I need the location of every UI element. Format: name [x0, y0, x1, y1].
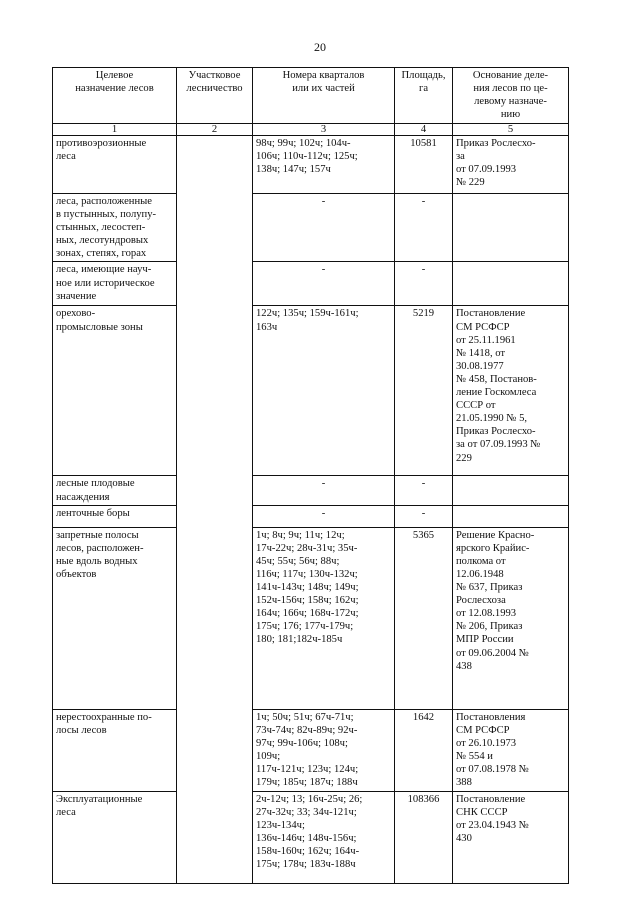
area-cell: 5219	[395, 306, 453, 476]
area-cell: -	[395, 262, 453, 306]
table-row	[53, 791, 569, 883]
area-cell: 10581	[395, 136, 453, 194]
table-row	[53, 527, 569, 709]
forest-purpose-table	[52, 67, 569, 884]
purpose-cell: леса, расположенные в пустынных, полупу- стынных, лесостеп- ных, лесотундровых зонах, степях, горах	[53, 194, 177, 262]
table-row	[53, 709, 569, 791]
area-cell: 1642	[395, 709, 453, 791]
forestry-cell	[177, 476, 253, 505]
column-number-row	[53, 124, 569, 136]
purpose-cell: орехово- промысловые зоны	[53, 306, 177, 476]
header-forestry: Участковое лесничество	[177, 68, 253, 124]
basis-cell: Постановления СМ РСФСР от 26.10.1973 № 554 и от 07.08.1978 № 388	[453, 709, 569, 791]
basis-cell	[453, 194, 569, 262]
forestry-cell	[177, 262, 253, 306]
forestry-cell	[177, 306, 253, 476]
area-cell: -	[395, 476, 453, 505]
forestry-cell	[177, 791, 253, 883]
basis-cell	[453, 476, 569, 505]
forestry-cell	[177, 505, 253, 527]
area-cell: 108366	[395, 791, 453, 883]
purpose-cell: запретные полосы лесов, расположен- ные вдоль водных объектов	[53, 527, 177, 709]
table-row	[53, 505, 569, 527]
basis-cell	[453, 505, 569, 527]
purpose-cell: ленточные боры	[53, 505, 177, 527]
basis-cell: Приказ Рослесхо- за от 07.09.1993 № 229	[453, 136, 569, 194]
col-number: 3	[253, 124, 395, 136]
basis-cell: Постановление СМ РСФСР от 25.11.1961 № 1418, от 30.08.1977 № 458, Постанов- ление Госкомлеса СССР от 21.05.1990 № 5, Приказ Рослесхо- за от 07.09.1993 № 229	[453, 306, 569, 476]
header-row	[53, 68, 569, 124]
quarters-cell: 1ч; 8ч; 9ч; 11ч; 12ч; 17ч-22ч; 28ч-31ч; 35ч- 45ч; 55ч; 56ч; 88ч; 116ч; 117ч; 130ч-132ч; 141ч-143ч; 148ч; 149ч; 152ч-156ч; 158ч; 162ч; 164ч; 166ч; 168ч-172ч; 175ч; 176; 177ч-179ч; 180; 181;182ч-185ч	[253, 527, 395, 709]
forestry-cell	[177, 194, 253, 262]
col-number: 1	[53, 124, 177, 136]
purpose-cell: противоэрозионные леса	[53, 136, 177, 194]
table-row	[53, 476, 569, 505]
quarters-cell: 122ч; 135ч; 159ч-161ч; 163ч	[253, 306, 395, 476]
basis-cell: Решение Красно- ярского Крайис- полкома от 12.06.1948 № 637, Приказ Рослесхоза от 12.08.1993 № 206, Приказ МПР России от 09.06.2004 № 438	[453, 527, 569, 709]
header-purpose: Целевое назначение лесов	[53, 68, 177, 124]
page-number: 20	[314, 40, 326, 54]
table-row	[53, 306, 569, 476]
forestry-cell	[177, 709, 253, 791]
area-cell: -	[395, 505, 453, 527]
col-number: 5	[453, 124, 569, 136]
col-number: 2	[177, 124, 253, 136]
purpose-cell: леса, имеющие науч- ное или историческое значение	[53, 262, 177, 306]
purpose-cell: нерестоохранные по- лосы лесов	[53, 709, 177, 791]
quarters-cell: -	[253, 194, 395, 262]
quarters-cell: -	[253, 262, 395, 306]
quarters-cell: 1ч; 50ч; 51ч; 67ч-71ч; 73ч-74ч; 82ч-89ч; 92ч- 97ч; 99ч-106ч; 108ч; 109ч; 117ч-121ч; 123ч; 124ч; 179ч; 185ч; 187ч; 188ч	[253, 709, 395, 791]
area-cell: -	[395, 194, 453, 262]
header-basis: Основание деле- ния лесов по це- левому назначе- нию	[453, 68, 569, 124]
table-row	[53, 194, 569, 262]
area-cell: 5365	[395, 527, 453, 709]
forestry-cell	[177, 527, 253, 709]
quarters-cell: -	[253, 476, 395, 505]
purpose-cell: лесные плодовые насаждения	[53, 476, 177, 505]
quarters-cell: 98ч; 99ч; 102ч; 104ч- 106ч; 110ч-112ч; 125ч; 138ч; 147ч; 157ч	[253, 136, 395, 194]
header-quarters: Номера кварталов или их частей	[253, 68, 395, 124]
header-area: Площадь, га	[395, 68, 453, 124]
basis-cell	[453, 262, 569, 306]
quarters-cell: -	[253, 505, 395, 527]
table-row	[53, 262, 569, 306]
forestry-cell	[177, 136, 253, 194]
purpose-cell: Эксплуатационные леса	[53, 791, 177, 883]
basis-cell: Постановление СНК СССР от 23.04.1943 № 430	[453, 791, 569, 883]
table-row	[53, 136, 569, 194]
col-number: 4	[395, 124, 453, 136]
quarters-cell: 2ч-12ч; 13; 16ч-25ч; 26; 27ч-32ч; 33; 34ч-121ч; 123ч-134ч; 136ч-146ч; 148ч-156ч; 158ч-160ч; 162ч; 164ч- 175ч; 178ч; 183ч-188ч	[253, 791, 395, 883]
